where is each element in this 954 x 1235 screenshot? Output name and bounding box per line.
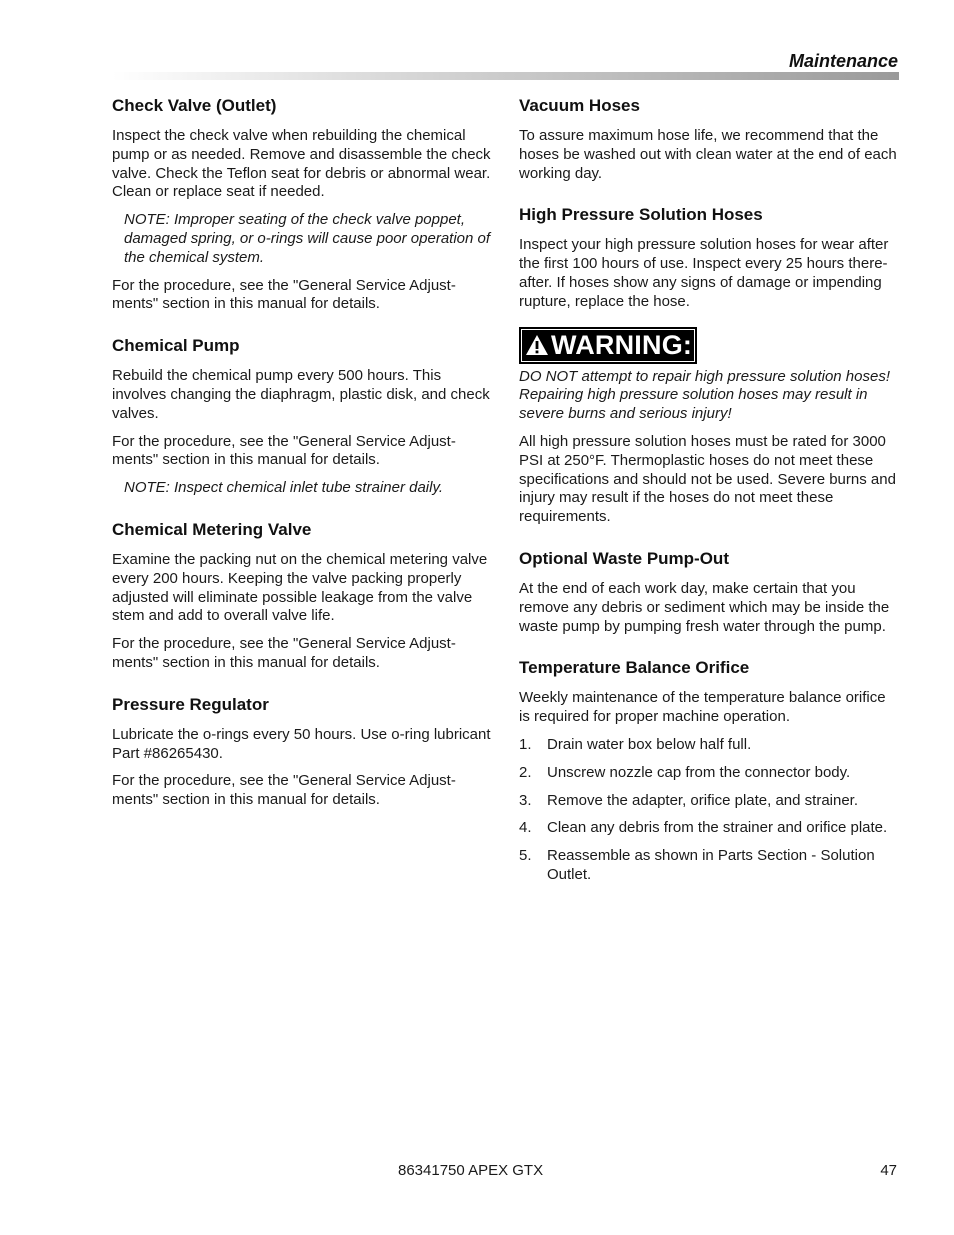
- pressure-regulator-heading: Pressure Regulator: [112, 694, 269, 714]
- list-item: [519, 792, 899, 811]
- footer-page-number: 47: [880, 1162, 897, 1179]
- warning-triangle-icon: [525, 334, 549, 356]
- metering-valve-section: [112, 520, 492, 673]
- chemical-pump-procedure: For the procedure, see the "General Service Adjust-ments" section in this manual for details.: [112, 432, 456, 469]
- section-header-title: Maintenance: [788, 51, 898, 71]
- chemical-pump-note: NOTE: Inspect chemical inlet tube strainer daily.: [124, 479, 444, 497]
- check-valve-note: NOTE: Improper seating of the check valve poppet, damaged spring, or o-rings will cause poor operation of the chemical system.: [124, 211, 491, 266]
- temp-orifice-heading: Temperature Balance Orifice: [519, 658, 750, 678]
- header-gradient-rule: [112, 72, 899, 80]
- metering-valve-body: Examine the packing nut on the chemical metering valve every 200 hours. Keeping the valve packing properly adjusted will eliminate possible leakage from the valve stem and add to overall valve life.: [112, 550, 488, 625]
- warning-body: All high pressure solution hoses must be rated for 3000 PSI at 250°F. Thermoplastic hoses do not meet these specifications and should not be used. Severe burns and injury may result if the hoses do not meet these requirements.: [519, 432, 896, 526]
- step-text: Remove the adapter, orifice plate, and strainer.: [547, 791, 859, 809]
- metering-valve-procedure: For the procedure, see the "General Service Adjust-ments" section in this manual for details.: [112, 635, 456, 671]
- list-item: [519, 819, 899, 838]
- step-text: Unscrew nozzle cap from the connector body.: [547, 763, 851, 781]
- vacuum-hoses-heading: Vacuum Hoses: [519, 96, 640, 115]
- chemical-pump-body: Rebuild the chemical pump every 500 hours. This involves changing the diaphragm, plastic disk, and check valves.: [112, 367, 490, 422]
- waste-pump-section: [519, 549, 899, 636]
- hp-hoses-heading: High Pressure Solution Hoses: [519, 205, 763, 225]
- step-number: 3.: [519, 791, 532, 809]
- step-text: Clean any debris from the strainer and orifice plate.: [547, 819, 888, 837]
- footer-document-id: 86341750 APEX GTX: [398, 1162, 544, 1179]
- list-item: [519, 847, 899, 885]
- warning-section: [519, 326, 899, 527]
- pressure-regulator-procedure: For the procedure, see the "General Service Adjust-ments" section in this manual for details.: [112, 772, 456, 809]
- warning-badge: [519, 327, 697, 364]
- pressure-regulator-section: [112, 695, 492, 810]
- warning-label: WARNING:: [551, 329, 693, 360]
- temp-orifice-body: Weekly maintenance of the temperature balance orifice is required for proper machine operation.: [519, 689, 886, 726]
- step-text: Reassemble as shown in Parts Section - Solution Outlet.: [547, 847, 875, 883]
- step-number: 2.: [519, 763, 532, 781]
- metering-valve-heading: Chemical Metering Valve: [112, 519, 312, 539]
- list-item: [519, 736, 899, 755]
- pressure-regulator-body: Lubricate the o-rings every 50 hours. Use o-ring lubricant Part #86265430.: [112, 725, 491, 762]
- vacuum-hoses-section: [519, 96, 899, 183]
- temp-orifice-section: [519, 658, 899, 884]
- check-valve-procedure: For the procedure, see the "General Service Adjust-ments" section in this manual for details.: [112, 276, 456, 313]
- hp-hoses-body: Inspect your high pressure solution hoses for wear after the first 100 hours of use. Inspect every 25 hours there-after. If hoses show any signs of damage or impending rupture, replace the hose.: [519, 236, 889, 310]
- chemical-pump-heading: Chemical Pump: [112, 336, 240, 356]
- step-number: 5.: [519, 847, 532, 865]
- check-valve-section: [112, 96, 492, 314]
- waste-pump-heading: Optional Waste Pump-Out: [519, 548, 729, 568]
- step-number: 1.: [519, 735, 532, 753]
- left-column: [112, 96, 492, 832]
- step-text: Drain water box below half full.: [547, 735, 752, 753]
- vacuum-hoses-body: To assure maximum hose life, we recommend that the hoses be washed out with clean water at the end of each working day.: [519, 127, 897, 182]
- right-column: [519, 96, 899, 907]
- step-number: 4.: [519, 819, 532, 837]
- hp-hoses-section: [519, 205, 899, 311]
- check-valve-body: Inspect the check valve when rebuilding the chemical pump or as needed. Remove and disassemble the check valve. Check the Teflon seat for debris or abnormal wear. Clean or replace seat if needed.: [112, 127, 491, 201]
- waste-pump-body: At the end of each work day, make certain that you remove any debris or sediment which may be inside the waste pump by pumping fresh water through the pump.: [519, 579, 890, 635]
- check-valve-heading: Check Valve (Outlet): [112, 96, 277, 115]
- list-item: [519, 764, 899, 783]
- temp-orifice-steps: [519, 736, 899, 885]
- warning-text: DO NOT attempt to repair high pressure solution hoses! Repairing high pressure solution hoses may result in severe burns and serious injury!: [519, 367, 891, 423]
- chemical-pump-section: [112, 336, 492, 498]
